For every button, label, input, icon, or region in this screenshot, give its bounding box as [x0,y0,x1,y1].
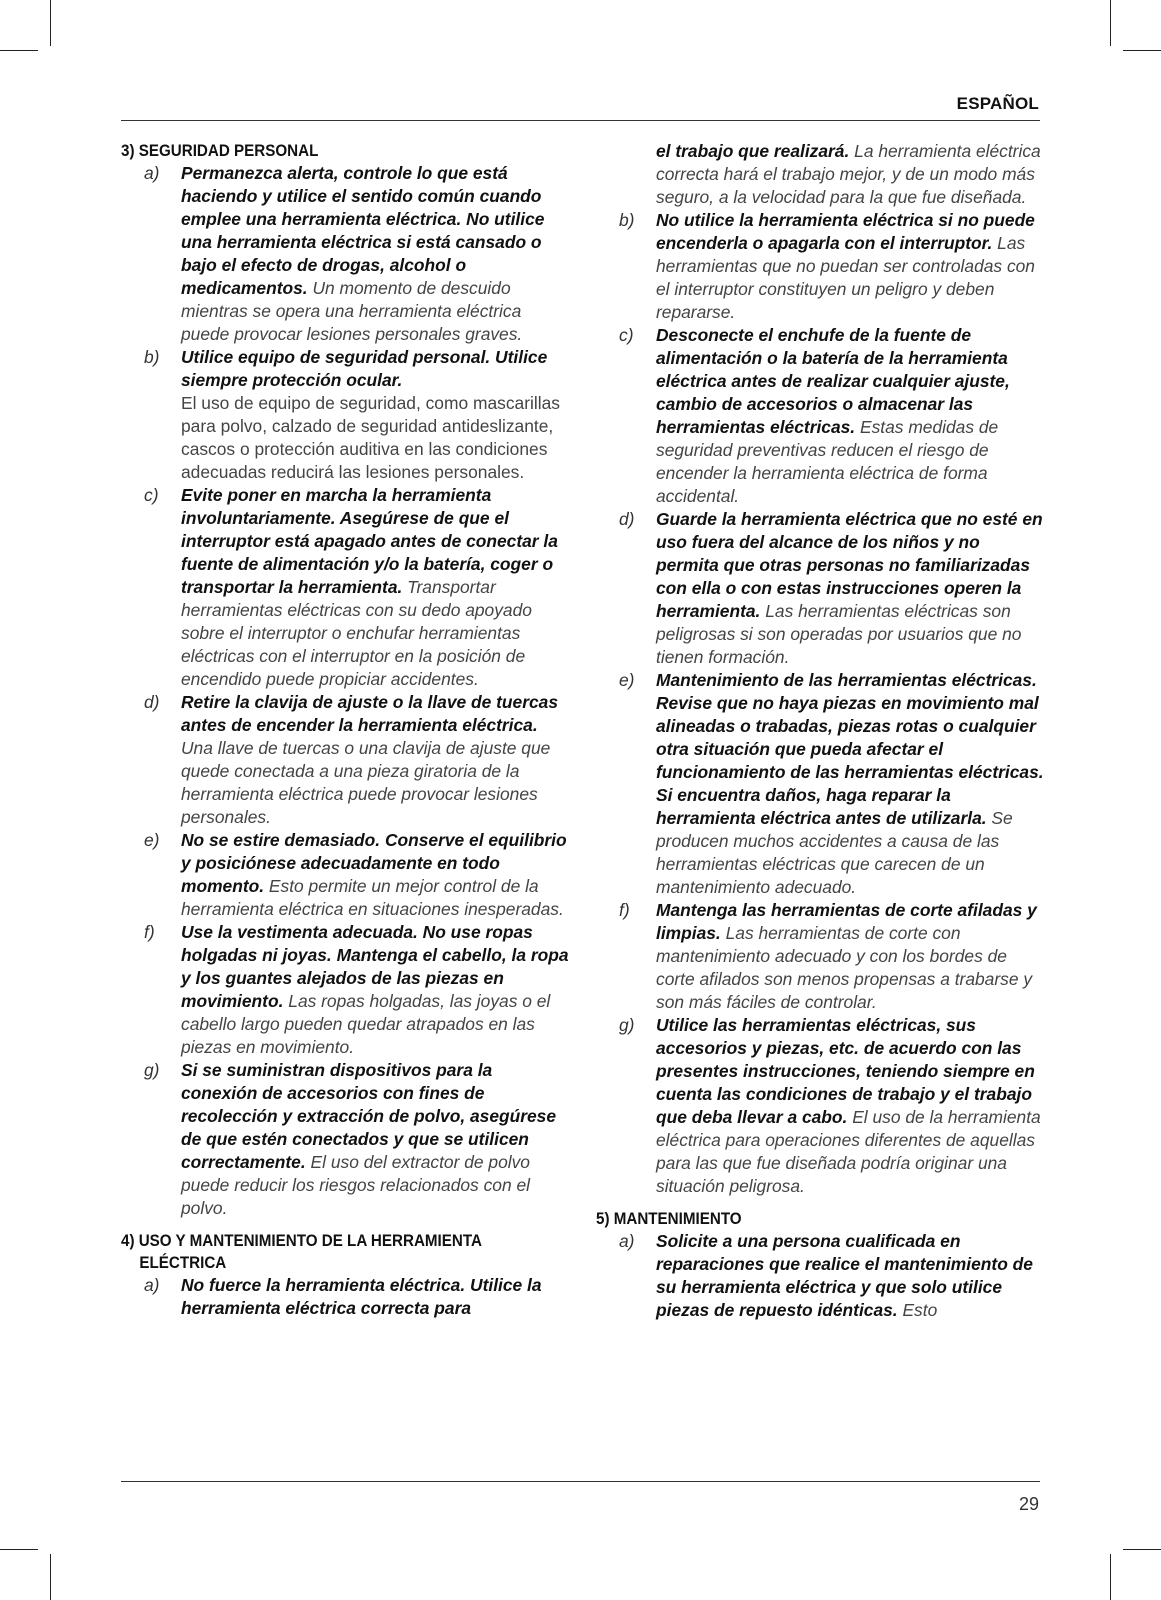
item-regular-text: El uso de equipo de seguridad, como mascarillas para polvo, calzado de seguridad antideslizante, cascos o protección auditiva en las condiciones adecuadas reducirá las lesiones personales. [181,393,560,482]
list-item [121,1059,569,1220]
item-label: a) [144,1275,160,1295]
item-text [656,508,1044,669]
item-label: d) [144,692,160,712]
item-regular-text: Las ropas holgadas, las joyas o el cabello largo pueden quedar atrapados en las piezas en movimiento. [181,991,551,1057]
item-text [656,209,1044,324]
item-bold-text: No utilice la herramienta eléctrica si no puede encenderla o apagarla con el interruptor. [656,210,1035,253]
item-text [656,899,1044,1014]
list-item [596,324,1044,508]
list-item [121,691,569,829]
item-bold-text: Retire la clavija de ajuste o la llave de tuercas antes de encender la herramienta eléctrica. [181,692,558,735]
section-title: 4) USO Y MANTENIMIENTO DE LA HERRAMIENTA ELÉCTRICA [121,1232,482,1272]
left-column [121,140,569,1320]
list-item [596,1230,1044,1322]
paragraph-bold: el trabajo que realizará. [656,141,850,161]
crop-mark [1110,0,1111,46]
item-label: b) [144,347,160,367]
section-title: 3) SEGURIDAD PERSONAL [121,142,319,160]
item-regular-text: Esto [897,1300,938,1320]
crop-mark [0,50,38,51]
continued-paragraph [596,140,1044,209]
item-bold-text: Utilice equipo de seguridad personal. Utilice siempre protección ocular. [181,347,548,390]
item-text [181,346,569,484]
item-bold-text: Solicite a una persona cualificada en reparaciones que realice el mantenimiento de su herramienta eléctrica y que solo utilice piezas de repuesto idénticas. [656,1231,1033,1320]
item-label: f) [619,900,630,920]
footer-rule [121,1481,1040,1482]
item-text [656,1230,1044,1322]
list-item [121,921,569,1059]
item-label: e) [619,670,635,690]
item-regular-text: Estas medidas de seguridad preventivas reducen el riesgo de encender la herramienta eléctrica de forma accidental. [656,417,999,506]
item-bold-text: Use la vestimenta adecuada. No use ropas holgadas ni joyas. Mantenga el cabello, la ropa y los guantes alejados de las piezas en movimiento. [181,922,569,1011]
item-bold-text: Evite poner en marcha la herramienta involuntariamente. Asegúrese de que el interruptor está apagado antes de conectar la fuente de alimentación y/o la batería, coger o transportar la herramienta. [181,485,558,597]
item-text [181,921,569,1059]
list-item [121,829,569,921]
crop-mark [0,1549,38,1550]
section-items [596,1230,1044,1322]
item-regular-text: Se producen muchos accidentes a causa de las herramientas eléctricas que carecen de un mantenimiento adecuado. [656,808,1013,897]
item-bold-text: Desconecte el enchufe de la fuente de alimentación o la batería de la herramienta eléctrica antes de realizar cualquier ajuste, cambio de accesorios o almacenar las herramientas eléctricas. [656,325,1010,437]
item-text [656,669,1044,899]
item-regular-text: El uso del extractor de polvo puede reducir los riesgos relacionados con el polvo. [181,1152,530,1218]
list-item [596,209,1044,324]
item-regular-text: Un momento de descuido mientras se opera una herramienta eléctrica puede provocar lesiones personales graves. [181,278,523,344]
item-label: g) [144,1060,160,1080]
item-bold-text: Mantenga las herramientas de corte afiladas y limpias. [656,900,1037,943]
list-item [596,1014,1044,1198]
item-bold-text: No fuerce la herramienta eléctrica. Utilice la herramienta eléctrica correcta para [181,1275,542,1318]
item-text [656,324,1044,508]
crop-mark [50,1554,51,1600]
item-label: b) [619,210,635,230]
section-items [121,162,569,1220]
item-regular-text: Las herramientas eléctricas son peligrosas si son operadas por usuarios que no tienen formación. [656,601,1022,667]
item-label: c) [619,325,634,345]
list-item [121,484,569,691]
crop-mark [1123,1549,1161,1550]
item-regular-text: Una llave de tuercas o una clavija de ajuste que quede conectada a una pieza giratoria de la herramienta eléctrica puede provocar lesiones personales. [181,738,551,827]
item-regular-text: Esto permite un mejor control de la herramienta eléctrica en situaciones inesperadas. [181,876,564,919]
list-item [121,162,569,346]
item-regular-text: Las herramientas de corte con mantenimiento adecuado y con los bordes de corte afilados son menos propensas a trabarse y son más fáciles de controlar. [656,923,1033,1012]
item-text [181,1274,569,1320]
item-regular-text: El uso de la herramienta eléctrica para operaciones diferentes de aquellas para las que fue diseñada podría originar una situación peligrosa. [656,1107,1041,1196]
list-item [121,346,569,484]
section-items [596,209,1044,1198]
list-item [596,508,1044,669]
item-bold-text: Guarde la herramienta eléctrica que no esté en uso fuera del alcance de los niños y no permita que otras personas no familiarizadas con ella o con estas instrucciones operen la herramienta. [656,509,1043,621]
header-rule [121,120,1040,121]
list-item [596,669,1044,899]
item-label: c) [144,485,159,505]
item-bold-text: Mantenimiento de las herramientas eléctricas. Revise que no haya piezas en movimiento mal alineadas o trabadas, piezas rotas o cualquier otra situación que pueda afectar el funcionamiento de las herramientas eléctricas. Si encuentra daños, haga reparar la herramienta eléctrica antes de utilizarla. [656,670,1044,828]
crop-mark [50,0,51,46]
item-text [181,484,569,691]
item-label: g) [619,1015,635,1035]
item-bold-text: Utilice las herramientas eléctricas, sus accesorios y piezas, etc. de acuerdo con las presentes instrucciones, teniendo siempre en cuenta las condiciones de trabajo y el trabajo que deba llevar a cabo. [656,1015,1035,1127]
right-column [596,140,1044,1322]
item-bold-text: Permanezca alerta, controle lo que está haciendo y utilice el sentido común cuando emplee una herramienta eléctrica. No utilice una herramienta eléctrica si está cansado o bajo el efecto de drogas, alcohol o medicamentos. [181,163,545,298]
crop-mark [1110,1554,1111,1600]
section-items [121,1274,569,1320]
page-number: 29 [1018,1494,1039,1514]
item-label: a) [144,163,160,183]
item-bold-text: No se estire demasiado. Conserve el equilibrio y posiciónese adecuadamente en todo momento. [181,830,567,896]
crop-mark [1123,50,1161,51]
item-text [656,1014,1044,1198]
item-text [181,691,569,829]
section-title: 5) MANTENIMIENTO [596,1210,742,1228]
item-text [181,1059,569,1220]
list-item [121,1274,569,1320]
item-label: f) [144,922,155,942]
item-text [181,162,569,346]
item-bold-text: Si se suministran dispositivos para la conexión de accesorios con fines de recolección y extracción de polvo, asegúrese de que estén conectados y que se utilicen correctamente. [181,1060,557,1172]
item-text [181,829,569,921]
header-language: ESPAÑOL [956,94,1039,113]
item-label: d) [619,509,635,529]
list-item [596,899,1044,1014]
item-label: a) [619,1231,635,1251]
item-regular-text: Las herramientas que no puedan ser controladas con el interruptor constituyen un peligro y deben repararse. [656,233,1035,322]
item-label: e) [144,830,160,850]
paragraph-text: La herramienta eléctrica correcta hará el trabajo mejor, y de un modo más seguro, a la velocidad para la que fue diseñada. [656,141,1041,207]
item-regular-text: Transportar herramientas eléctricas con su dedo apoyado sobre el interruptor o enchufar herramientas eléctricas con el interruptor en la posición de encendido puede propiciar accidentes. [181,577,532,689]
